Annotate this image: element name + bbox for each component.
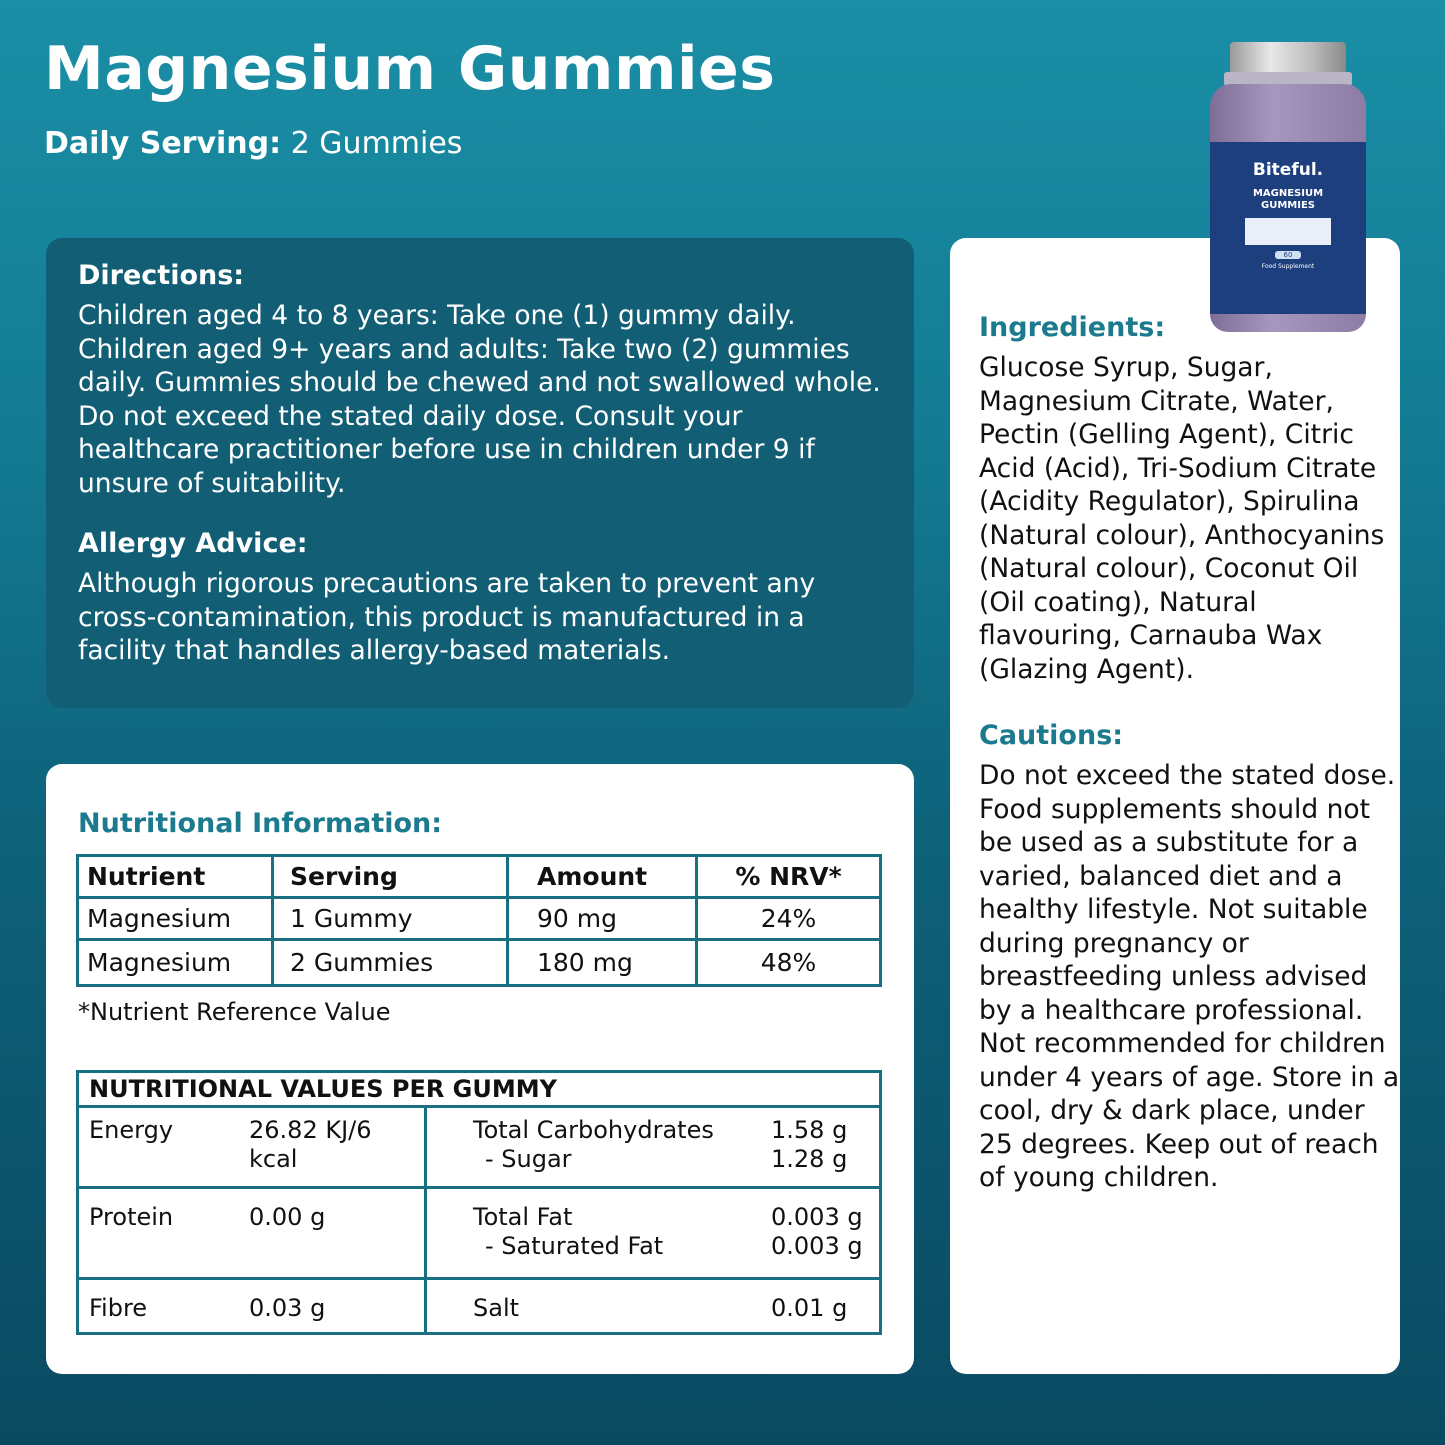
nrv-footnote: *Nutrient Reference Value [78,998,391,1026]
nrv-cell: 1 Gummy [273,898,508,940]
bottle-jar [1210,84,1366,332]
daily-serving-value: 2 Gummies [290,126,463,161]
row-sublabel: - Sugar [485,1145,572,1173]
table-row [78,940,881,986]
ingredients-heading: Ingredients: [979,312,1166,343]
nrv-cell: 48% [697,940,881,986]
page-title: Magnesium Gummies [44,34,776,104]
allergy-heading: Allergy Advice: [78,528,308,559]
daily-serving [44,126,462,161]
nrv-table [76,854,882,987]
row-label: Protein [89,1203,174,1231]
bottle-cap [1230,42,1346,74]
table-row [78,898,881,940]
allergy-text: Although rigorous precautions are taken to prevent any cross-contamination, this product is manufactured in a facility that handles allergy-based materials. [78,568,816,666]
directions-heading: Directions: [78,260,245,291]
cautions-heading: Cautions: [979,720,1124,751]
cautions-text: Do not exceed the stated dose. Food supplements should not be used as a substitute for a varied, balanced diet and a healthy lifestyle. Not suitable during pregnancy or breastfeeding unless advised by a healthcare professional. Not recommended for children under 4 years of age. Store in a cool, dry & dark place, under 25 degrees. Keep out of reach of young children. [979,760,1400,1193]
row-label: Fibre [89,1294,148,1322]
ingredients-panel [950,238,1400,1374]
table-row [78,1107,881,1188]
row-value: 0.03 g [249,1294,326,1322]
col-serving: Serving [273,856,508,898]
table-row [78,1188,881,1279]
row-value: 26.82 KJ/6 kcal [249,1116,372,1173]
directions-panel [46,238,914,708]
col-nutrient: Nutrient [78,856,273,898]
row-value: 0.01 g [771,1294,848,1322]
bottle-count: 60 [1275,251,1301,259]
directions-text: Children aged 4 to 8 years: Take one (1) gummy daily. Children aged 9+ years and adults: Take two (2) gummies daily. Gummies should be chewed and not swallowed whole. Do not exceed the stated daily dose. Consult your healthcare practitioner before use in children under 9 if unsure of suitability. [78,300,881,499]
row-label: Total Fat [473,1203,573,1231]
nrv-cell: 90 mg [508,898,697,940]
nutrition-heading: Nutritional Information: [78,808,443,839]
product-bottle-image [1210,42,1366,334]
row-subvalue: 1.28 g [771,1145,848,1173]
bottle-brand: Biteful. [1252,160,1324,180]
bottle-note-box [1245,218,1331,245]
row-subvalue: 0.003 g [771,1232,863,1260]
bottle-food-supplement: Food Supplement [1261,263,1315,270]
row-label: Energy [89,1116,174,1144]
row-value: 0.003 g [771,1203,863,1231]
row-label: Salt [473,1294,520,1322]
row-value: 1.58 g [771,1116,848,1144]
daily-serving-label: Daily Serving: [44,126,282,161]
nrv-cell: Magnesium [78,940,273,986]
nrv-header-row [78,856,881,898]
per-gummy-heading: NUTRITIONAL VALUES PER GUMMY [78,1072,881,1107]
ingredients-text: Glucose Syrup, Sugar, Magnesium Citrate, Water, Pectin (Gelling Agent), Citric Acid (Acid), Tri-Sodium Citrate (Acidity Regulator), Spirulina (Natural colour), Anthocyanins (Natural colour), Coconut Oil (Oil coating), Natural flavouring, Carnauba Wax (Glazing Agent). [979,352,1385,685]
bottle-label [1210,142,1366,314]
bottle-product-name: MAGNESIUM GUMMIES [1252,188,1324,211]
table-row [78,1279,881,1334]
row-sublabel: - Saturated Fat [485,1232,664,1260]
nrv-cell: 2 Gummies [273,940,508,986]
col-amount: Amount [508,856,697,898]
row-value: 0.00 g [249,1203,326,1231]
per-gummy-table [76,1070,882,1335]
col-nrv: % NRV* [697,856,881,898]
nrv-cell: 180 mg [508,940,697,986]
nrv-cell: Magnesium [78,898,273,940]
row-label: Total Carbohydrates [473,1116,714,1144]
nutrition-panel [46,764,914,1374]
nrv-cell: 24% [697,898,881,940]
